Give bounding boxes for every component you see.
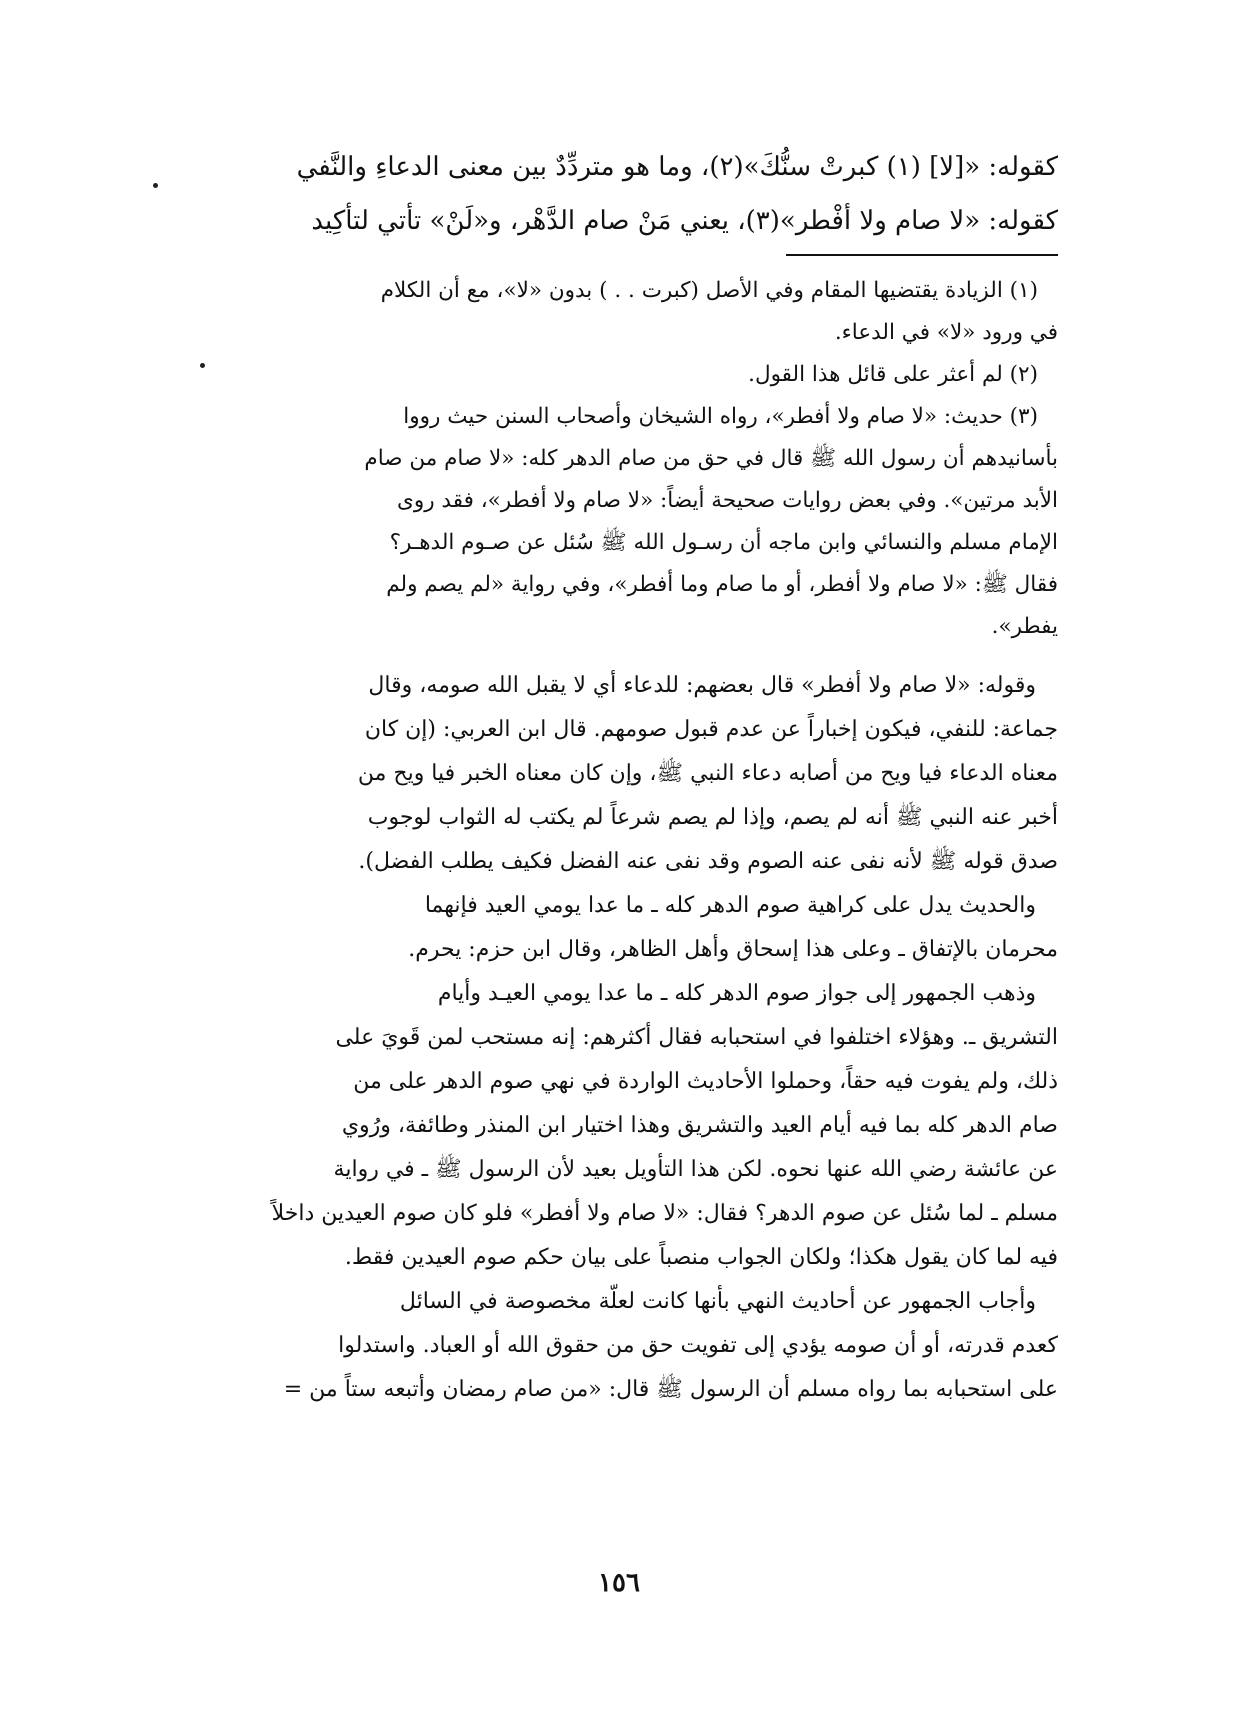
main-text-body xyxy=(178,664,1058,1412)
body-line: ذلك، ولم يفوت فيه حقاً، وحملوا الأحاديث الواردة في نهي صوم الدهر على من xyxy=(353,1069,1058,1094)
scan-speck xyxy=(200,363,205,368)
body-line: والحديث يدل على كراهية صوم الدهر كله ـ ما عدا يومي العيد فإنهما xyxy=(424,893,1036,918)
page-number: ١٥٦ xyxy=(598,1568,640,1598)
footnote-line: الأبد مرتين». وفي بعض روايات صحيحة أيضاً: «لا صام ولا أفطر»، فقد روى xyxy=(397,488,1058,513)
footnote-line: (٣) حديث: «لا صام ولا أفطر»، رواه الشيخان وأصحاب السنن حيث رووا xyxy=(403,404,1038,429)
footnote-separator xyxy=(786,254,1058,256)
body-line: جماعة: للنفي، فيكون إخباراً عن عدم قبول صومهم. قال ابن العربي: (إن كان xyxy=(364,717,1058,742)
body-line: معناه الدعاء فيا ويح من أصابه دعاء النبي ﷺ، وإن كان معناه الخبر فيا ويح من xyxy=(357,761,1058,786)
body-line: مسلم ـ لما سُئل عن صوم الدهر؟ فقال: «لا صام ولا أفطر» فلو كان صوم العيدين داخلاً xyxy=(271,1201,1058,1226)
text-line: كقوله: «لا صام ولا أفْطر»(٣)، يعني مَنْ صام الدَّهْر، و«لَنْ» تأتي لتأكِيد xyxy=(311,206,1058,236)
footnotes xyxy=(178,270,1058,648)
body-line: كعدم قدرته، أو أن صومه يؤدي إلى تفويت حق من حقوق الله أو العباد. واستدلوا xyxy=(338,1333,1058,1358)
body-line: صام الدهر كله بما فيه أيام العيد والتشريق وهذا اختيار ابن المنذر وطائفة، ورُوي xyxy=(341,1113,1058,1138)
section-gap xyxy=(178,648,1058,664)
body-line: عن عائشة رضي الله عنها نحوه. لكن هذا التأويل بعيد لأن الرسول ﷺ ـ في رواية xyxy=(333,1157,1058,1182)
body-line: فيه لما كان يقول هكذا؛ ولكان الجواب منصباً على بيان حكم صوم العيدين فقط. xyxy=(344,1245,1058,1270)
body-line: محرمان بالإتفاق ـ وعلى هذا إسحاق وأهل الظاهر، وقال ابن حزم: يحرم. xyxy=(408,937,1058,962)
body-line: صدق قوله ﷺ لأنه نفى عنه الصوم وقد نفى عنه الفضل فكيف يطلب الفضل). xyxy=(358,849,1058,874)
footnote-line: بأسانيدهم أن رسول الله ﷺ قال في حق من صام الدهر كله: «لا صام من صام xyxy=(364,446,1058,471)
footnote-line: (٢) لم أعثر على قائل هذا القول. xyxy=(748,362,1038,387)
body-line: وذهب الجمهور إلى جواز صوم الدهر كله ـ ما عدا يومي العيـد وأيام xyxy=(437,981,1036,1006)
body-line: وأجاب الجمهور عن أحاديث النهي بأنها كانت لعلّة مخصوصة في السائل xyxy=(399,1289,1036,1314)
footnote-line: في ورود «لا» في الدعاء. xyxy=(834,320,1058,345)
footnote-line: (١) الزيادة يقتضيها المقام وفي الأصل (كبرت . . ) بدون «لا»، مع أن الكلام xyxy=(380,278,1038,303)
footnote-line: الإمام مسلم والنسائي وابن ماجه أن رسـول الله ﷺ سُئل عن صـوم الدهـر؟ xyxy=(389,530,1058,555)
footnote-line: فقال ﷺ: «لا صام ولا أفطر، أو ما صام وما أفطر»، وفي رواية «لم يصم ولم xyxy=(386,572,1058,597)
main-text-top xyxy=(178,140,1058,248)
scan-speck xyxy=(153,183,158,188)
text-line: كقوله: «[لا] (١) كبرتْ سنُّكَ»(٢)، وما هو متردِّدٌ بين معنى الدعاءِ والنَّفي xyxy=(296,152,1058,182)
body-line: وقوله: «لا صام ولا أفطر» قال بعضهم: للدعاء أي لا يقبل الله صومه، وقال xyxy=(368,673,1036,698)
body-line: أخبر عنه النبي ﷺ أنه لم يصم، وإذا لم يصم شرعاً لم يكتب له الثواب لوجوب xyxy=(367,805,1058,830)
body-line: التشريق ـ. وهؤلاء اختلفوا في استحبابه فقال أكثرهم: إنه مستحب لمن قَويَ على xyxy=(335,1025,1058,1050)
page-content xyxy=(178,140,1058,1412)
footnote-line: يفطر». xyxy=(991,614,1058,639)
body-line: على استحبابه بما رواه مسلم أن الرسول ﷺ قال: «من صام رمضان وأتبعه ستاً من = xyxy=(283,1377,1058,1402)
